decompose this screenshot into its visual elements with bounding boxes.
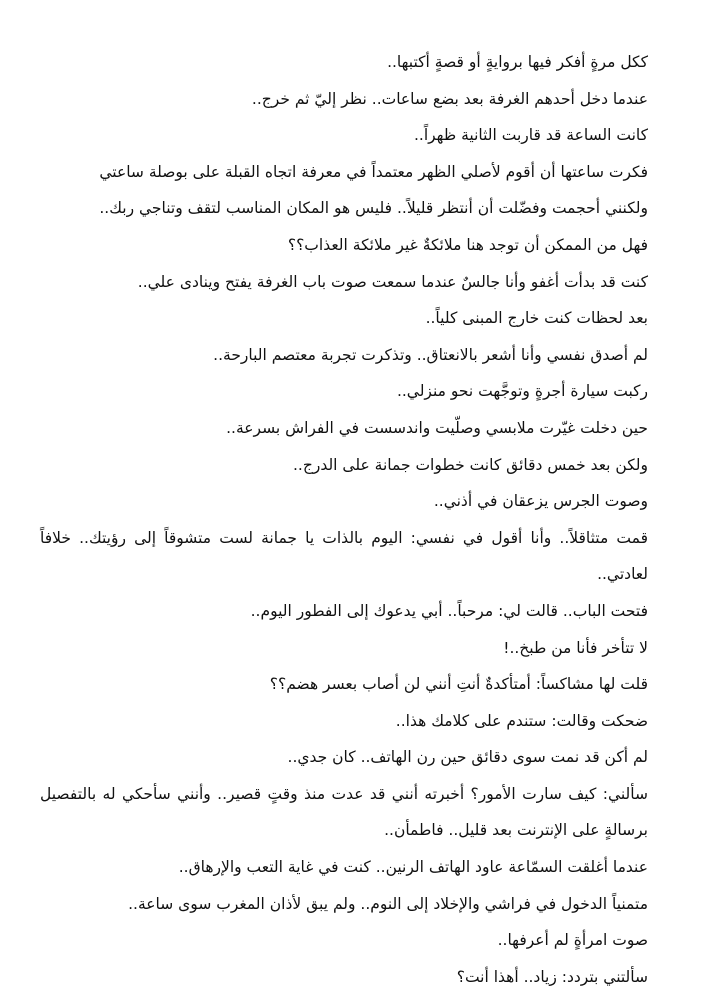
paragraph: لم أصدق نفسي وأنا أشعر بالانعتاق.. وتذكرت تجربة معتصم البارحة.. xyxy=(213,345,648,364)
body-text xyxy=(40,44,648,995)
paragraph: سألني: كيف سارت الأمور؟ أخبرته أنني قد عدت منذ وقتٍ قصير.. وأنني سأحكي له بالتفصيل برسالةٍ على الإنترنت بعد قليل.. فاطمأن.. xyxy=(40,784,648,840)
paragraph: صوت امرأةٍ لم أعرفها.. xyxy=(497,931,648,950)
paragraph: حين دخلت غيّرت ملابسي وصلّيت واندسست في الفراش بسرعة.. xyxy=(226,418,648,437)
paragraph: ككل مرةٍ أفكر فيها بروايةٍ أو قصةٍ أكتبها.. xyxy=(387,53,648,71)
paragraph: ركبت سيارة أجرةٍ وتوجَّهت نحو منزلي.. xyxy=(396,382,648,401)
paragraph: لا تتأخر فأنا من طبخ..! xyxy=(503,638,648,657)
paragraph: وصوت الجرس يزعقان في أذني.. xyxy=(433,492,648,511)
paragraph: كانت الساعة قد قاربت الثانية ظهراً.. xyxy=(413,126,648,145)
paragraph: بعد لحظات كنت خارج المبنى كلياً.. xyxy=(425,309,648,328)
paragraph: قمت متثاقلاً.. وأنا أقول في نفسي: اليوم بالذات يا جمانة لست متشوقاً إلى رؤيتك.. خلافاً لعادتي.. xyxy=(40,528,648,584)
paragraph: كنت قد بدأت أغفو وأنا جالسٌ عندما سمعت صوت باب الغرفة يفتح وينادى علي.. xyxy=(137,272,648,291)
paragraph: عندما أغلقت السمّاعة عاود الهاتف الرنين.. كنت في غاية التعب والإرهاق.. xyxy=(178,858,648,877)
paragraph: لم أكن قد نمت سوى دقائق حين رن الهاتف.. كان جدي.. xyxy=(287,748,648,767)
paragraph: ولكن بعد خمس دقائق كانت خطوات جمانة على الدرج.. xyxy=(292,455,648,474)
paragraph: ولكنني أحجمت وفضّلت أن أنتظر قليلاً.. فليس هو المكان المناسب لتقف وتناجي ربك.. xyxy=(99,199,648,218)
paragraph: عندما دخل أحدهم الغرفة بعد بضع ساعات.. نظر إليّ ثم خرج.. xyxy=(251,89,648,108)
paragraph: ضحكت وقالت: ستندم على كلامك هذا.. xyxy=(395,711,648,730)
paragraph: فتحت الباب.. قالت لي: مرحباً.. أبي يدعوك إلى الفطور اليوم.. xyxy=(250,601,648,620)
paragraph: فكرت ساعتها أن أقوم لأصلي الظهر معتمداً في معرفة اتجاه القبلة على بوصلة ساعتي xyxy=(99,162,648,181)
paragraph: قلت لها مشاكساً: أمتأكدةٌ أنتِ أنني لن أصاب بعسر هضم؟؟ xyxy=(269,675,648,694)
paragraph: فهل من الممكن أن توجد هنا ملائكةٌ غير ملائكة العذاب؟؟ xyxy=(287,235,648,254)
paragraph: متمنياً الدخول في فراشي والإخلاد إلى النوم.. ولم يبق لأذان المغرب سوى ساعة.. xyxy=(128,894,648,913)
paragraph: سألتني بتردد: زياد.. أهذا أنت؟ xyxy=(456,967,648,986)
